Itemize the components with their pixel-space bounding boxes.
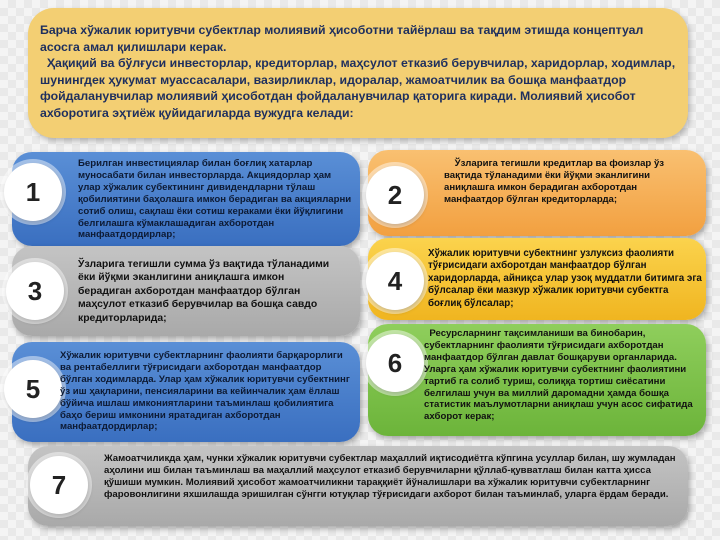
number-badge-7: 7 — [30, 456, 88, 514]
intro-text: Барча хўжалик юритувчи субектлар молиявий ҳисоботни тайёрлаш ва тақдим этишда концептуал асосга амал қилишлари керак. Ҳақиқий ва бўлғуси инвесторлар, кредиторлар, маҳсулот етказиб берувчилар, харидорлар, ходимлар, шунингдек ҳукумат муассасалари, вазирликлар, идоралар, жамоатчилик ва бошқа манфаатдор фойдаланувчилар молиявий ҳисоботдан фойдаланувчилар қаторига киради. Молиявий ҳисобот ахборотига эҳтиёж қуйидагиларда вужудга келади: — [40, 23, 676, 120]
number-badge-1: 1 — [4, 163, 62, 221]
intro-panel — [28, 8, 688, 138]
need-text-2: Ўзларига тегишли кредитлар ва фоизлар ўз вақтида тўланадими ёки йўқми эканлигини аниқлашга имкон берадиган ахборотдан манфаатдор бўлган кредиторларда; — [444, 158, 667, 205]
number-badge-3: 3 — [6, 262, 64, 320]
need-text-7: Жамоатчиликда ҳам, чунки хўжалик юритувчи субектлар маҳаллий иқтисодиётга кўпгина усуллар билан, шу жумладан аҳолини иш билан таъминлаш ва маҳаллий маҳсулот етказиб берувчиларни қўллаб-қувватлаш билан катта ҳисса қўшиши мумкин. Молиявий ҳисобот жамоатчиликни тараққиёт йўналишлари ва хўжалик юритувчи субектларнинг фаровонлигини яхшилашда эришилган сўнгги ютуқлар тўғрисидаги ахборот билан таъминлаб, уларга ёрдам беради. — [104, 453, 676, 500]
number-badge-4: 4 — [366, 252, 424, 310]
need-text-1: Берилган инвестициялар билан боғлиқ хатарлар муносабати билан инвесторларда. Акциядорлар ҳам улар хўжалик субектининг дивидендларни тўлаш қобилиятини баҳолашга имкон берадиган ва акцияларни сотиб олиш, сақлаш ёки сотиш кераками ёки йўқлигини белгилашга кўмаклашадиган ахборотдан манфаатдордирлар; — [78, 158, 352, 241]
need-text-6: Ресурсларнинг тақсимланиши ва бинобарин, субектларнинг фаолияти тўғрисидаги ахборотдан манфаатдор бўлган давлат бошқаруви органларида. Уларга ҳам хўжалик юритувчи субектнинг фаолиятини тартиб га солиб туриш, солиққа тортиш сиёсатини белгилаш учун ва миллий даромадни ҳамда бошқа статистик маълумотларни аниқлаш учун асос сифатида ахборот керак; — [424, 328, 696, 423]
need-text-5: Хўжалик юритувчи субектларнинг фаолияти барқарорлиги ва рентабеллиги тўғрисидаги ахборотдан манфаатдор бўлган ходимларда. Улар ҳам хўжалик юритувчи субектнинг ўз иш ҳақларини, пенсияларини ва кейинчалик ҳам ёллаш бўйича ишлаш имкониятларини таъминлаш қобилиятига баҳо бериш имконини яратадиган ахборотдан манфаатдордирлар; — [60, 350, 350, 433]
need-text-4: Хўжалик юритувчи субектнинг узлуксиз фаолияти тўғрисидаги ахборотдан манфаатдор бўлган харидорларда, айниқса улар узоқ муддатли битимга эга бўлсалар ёки мазкур хўжалик юритувчи субектга боғлиқ бўлсалар; — [428, 248, 702, 309]
number-badge-2: 2 — [366, 166, 424, 224]
number-badge-5: 5 — [4, 360, 62, 418]
need-text-3: Ўзларига тегишли сумма ўз вақтида тўланадими ёки йўқми эканлигини аниқлашга имкон берадиган ахборотдан манфаатдор бўлган маҳсулот етказиб берувчилар ва бошқа савдо кредиторларида; — [78, 259, 330, 324]
number-badge-6: 6 — [366, 334, 424, 392]
